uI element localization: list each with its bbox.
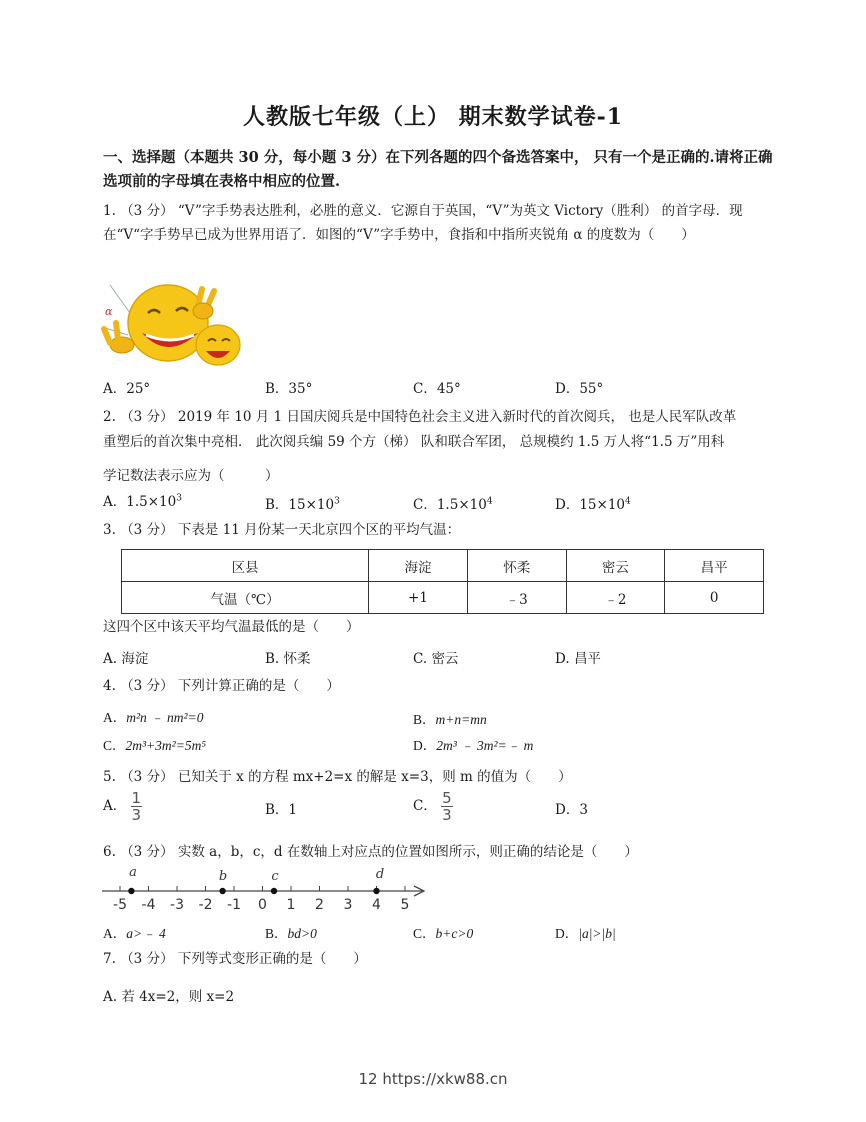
question-3 xyxy=(103,518,773,542)
option-text: 密云 xyxy=(431,651,459,667)
option-letter: D． xyxy=(555,802,580,818)
question-number: 4. xyxy=(103,678,116,694)
svg-text:-4: -4 xyxy=(141,897,156,913)
question-stem: 已知关于 x 的方程 mx+2=x 的解是 x=3，则 m 的值为（ ） xyxy=(177,769,572,785)
option-base: 1.5×10 xyxy=(436,497,487,513)
option-letter: C. xyxy=(413,651,428,667)
option-text: 3 xyxy=(579,802,588,818)
page-title: 人教版七年级（上） 期末数学试卷-1 xyxy=(242,104,624,130)
option-letter: A． xyxy=(103,926,127,941)
option-text: |a|>|b| xyxy=(578,926,616,941)
option-text: 55° xyxy=(579,381,604,397)
fraction xyxy=(131,790,143,823)
option-text: 昌平 xyxy=(573,651,601,667)
svg-text:4: 4 xyxy=(372,897,381,913)
question-2 xyxy=(103,405,773,429)
question-stem: 下表是 11 月份某一天北京四个区的平均气温： xyxy=(177,522,461,538)
option-letter: B． xyxy=(265,497,289,513)
q4-option-b[interactable] xyxy=(413,708,487,728)
q6-option-c[interactable] xyxy=(413,922,473,942)
svg-text:3: 3 xyxy=(343,897,353,913)
numerator: 1 xyxy=(131,789,142,807)
svg-text:α: α xyxy=(105,305,113,318)
question-stem: 下列等式变形正确的是（ ） xyxy=(177,951,367,967)
numerator: 5 xyxy=(442,789,452,807)
question-number: 6. xyxy=(103,844,116,860)
q3-option-b[interactable] xyxy=(265,647,311,667)
svg-text:1: 1 xyxy=(286,897,296,913)
question-score: （3 分） xyxy=(120,951,174,967)
q6-option-d[interactable] xyxy=(555,922,616,942)
option-exponent: 3 xyxy=(334,496,340,507)
option-text: 若 4x=2，则 x=2 xyxy=(121,989,235,1005)
option-text: 1 xyxy=(288,802,298,818)
option-letter: B． xyxy=(265,381,289,397)
q1-option-a[interactable] xyxy=(103,377,150,397)
q3-option-a[interactable] xyxy=(103,647,148,667)
svg-text:0: 0 xyxy=(258,897,267,913)
option-letter: C． xyxy=(413,497,437,513)
question-score: （3 分） xyxy=(120,522,174,538)
option-text: bd>0 xyxy=(287,926,317,941)
question-score: （3 分） xyxy=(120,409,174,425)
q1-option-d[interactable] xyxy=(555,377,603,397)
option-letter: A． xyxy=(103,494,127,510)
q3-option-c[interactable] xyxy=(413,647,458,667)
fraction xyxy=(441,790,453,823)
question-7 xyxy=(103,947,773,971)
q4-option-c[interactable] xyxy=(103,734,206,754)
question-number: 2. xyxy=(103,409,116,425)
svg-text:c: c xyxy=(271,869,279,884)
question-stem-line-1: 2019 年 10 月 1 日国庆阅兵是中国特色社会主义进入新时代的首次阅兵， 也是人民军队改革 xyxy=(177,409,737,425)
svg-text:b: b xyxy=(218,869,228,884)
question-6 xyxy=(103,840,773,864)
table-cell: 气温（℃） xyxy=(122,582,369,614)
svg-text:a: a xyxy=(129,865,137,880)
option-text: 海淀 xyxy=(121,651,149,667)
q2-option-a[interactable] xyxy=(103,490,182,510)
option-letter: C． xyxy=(413,926,436,941)
question-number: 7. xyxy=(103,951,116,967)
table-cell: 0 xyxy=(665,582,764,614)
q2-option-b[interactable] xyxy=(265,493,340,513)
option-exponent: 4 xyxy=(486,496,493,507)
option-letter: A． xyxy=(103,798,127,814)
option-text: 35° xyxy=(288,381,313,397)
footer-url[interactable]: https://xkw88.cn xyxy=(382,1070,508,1088)
page-footer xyxy=(0,1070,866,1088)
option-letter: D. xyxy=(555,651,570,667)
table-row xyxy=(122,582,764,614)
option-letter: A. xyxy=(103,651,118,667)
option-text: m+n=mn xyxy=(435,712,487,727)
q1-option-b[interactable] xyxy=(265,377,312,397)
option-text: b+c>0 xyxy=(435,926,474,941)
question-number: 1. xyxy=(103,203,116,219)
q2-option-c[interactable] xyxy=(413,493,493,513)
question-score: （3 分） xyxy=(120,769,174,785)
q4-option-a[interactable] xyxy=(103,706,203,726)
table-header-cell: 昌平 xyxy=(665,550,764,582)
question-4 xyxy=(103,674,773,698)
option-letter: D． xyxy=(555,497,580,513)
question-score: （3 分） xyxy=(120,844,174,860)
denominator: 3 xyxy=(442,806,452,824)
section-heading: 一、选择题（本题共 30 分，每小题 3 分）在下列各题的四个备选答案中， 只有一个是正确的.请将正确选项前的字母填在表格中相应的位置. xyxy=(103,149,773,190)
option-base: 1.5×10 xyxy=(126,494,177,510)
option-letter: C． xyxy=(413,381,437,397)
option-letter: B． xyxy=(265,802,289,818)
question-number: 5. xyxy=(103,769,116,785)
q5-option-b[interactable] xyxy=(265,798,297,818)
v-gesture-emoji-image xyxy=(100,283,245,367)
question-stem: 实数 a，b，c，d 在数轴上对应点的位置如图所示，则正确的结论是（ ） xyxy=(177,844,638,860)
q1-option-c[interactable] xyxy=(413,377,461,397)
option-text: a>﹣ 4 xyxy=(126,926,166,941)
q3-option-d[interactable] xyxy=(555,647,601,667)
option-exponent: 3 xyxy=(176,493,182,504)
svg-text:5: 5 xyxy=(400,897,410,913)
q5-option-a[interactable] xyxy=(103,790,142,823)
svg-text:-1: -1 xyxy=(227,897,241,913)
option-text: 25° xyxy=(126,381,151,397)
svg-text:2: 2 xyxy=(315,897,324,913)
option-letter: D． xyxy=(413,738,437,753)
q5-option-c[interactable] xyxy=(413,790,453,823)
table-cell: ﹣2 xyxy=(566,582,665,614)
table-header-cell: 怀柔 xyxy=(467,550,566,582)
table-cell: +1 xyxy=(369,582,468,614)
number-line-diagram xyxy=(100,863,430,915)
option-text: m²n ﹣ nm²=0 xyxy=(126,710,204,725)
table-header-cell: 密云 xyxy=(566,550,665,582)
table-header-cell: 海淀 xyxy=(369,550,468,582)
svg-text:-2: -2 xyxy=(198,897,213,913)
option-letter: C． xyxy=(103,738,126,753)
table-header-cell: 区县 xyxy=(122,550,369,582)
q7-option-a[interactable] xyxy=(103,985,234,1005)
option-exponent: 4 xyxy=(625,496,631,507)
option-letter: A. xyxy=(103,989,118,1005)
svg-text:-5: -5 xyxy=(113,897,127,913)
option-base: 15×10 xyxy=(579,497,625,513)
option-text: 2m³ ﹣ 3m²=﹣ m xyxy=(436,738,534,753)
svg-text:d: d xyxy=(375,867,385,882)
question-1 xyxy=(103,199,773,247)
option-letter: B． xyxy=(413,712,436,727)
option-base: 15×10 xyxy=(288,497,335,513)
option-text: 怀柔 xyxy=(283,651,311,667)
q2-option-d[interactable] xyxy=(555,493,631,513)
page-number: 12 xyxy=(358,1070,378,1088)
option-text: 45° xyxy=(436,381,461,397)
question-2-line-2: 重塑后的首次集中亮相． 此次阅兵编 59 个方（梯） 队和联合军团， 总规模约 1.5 万人将“1.5 万”用科 xyxy=(103,434,725,450)
question-5 xyxy=(103,765,773,789)
question-score: （3 分） xyxy=(120,203,174,219)
table-header-row xyxy=(122,550,764,582)
option-letter: A． xyxy=(103,710,127,725)
option-letter: B． xyxy=(265,926,288,941)
temperature-table xyxy=(121,549,764,614)
option-letter: D． xyxy=(555,381,580,397)
option-letter: B. xyxy=(265,651,280,667)
q6-option-b[interactable] xyxy=(265,922,317,942)
q6-option-a[interactable] xyxy=(103,922,166,942)
question-2-line-3: 学记数法表示应为（ ） xyxy=(103,468,279,484)
q4-option-d[interactable] xyxy=(413,734,533,754)
q5-option-d[interactable] xyxy=(555,798,588,818)
svg-text:-3: -3 xyxy=(170,897,184,913)
option-letter: A． xyxy=(103,381,127,397)
question-number: 3. xyxy=(103,522,116,538)
question-stem: 下列计算正确的是（ ） xyxy=(177,678,340,694)
question-score: （3 分） xyxy=(120,678,174,694)
option-letter: C． xyxy=(413,798,437,814)
option-text: 2m³+3m²=5m⁵ xyxy=(125,738,207,753)
option-letter: D． xyxy=(555,926,579,941)
question-stem: “V”字手势表达胜利，必胜的意义．它源自于英国，“V”为英文 Victory（胜利） 的首字母．现在“V“字手势早已成为世界用语了．如图的“V”字手势中，食指和中指所夹锐角 α 的度数为（ ） xyxy=(103,203,743,243)
table-cell: ﹣3 xyxy=(467,582,566,614)
question-3-follow-up: 这四个区中该天平均气温最低的是（ ） xyxy=(103,619,360,635)
denominator: 3 xyxy=(131,806,142,824)
